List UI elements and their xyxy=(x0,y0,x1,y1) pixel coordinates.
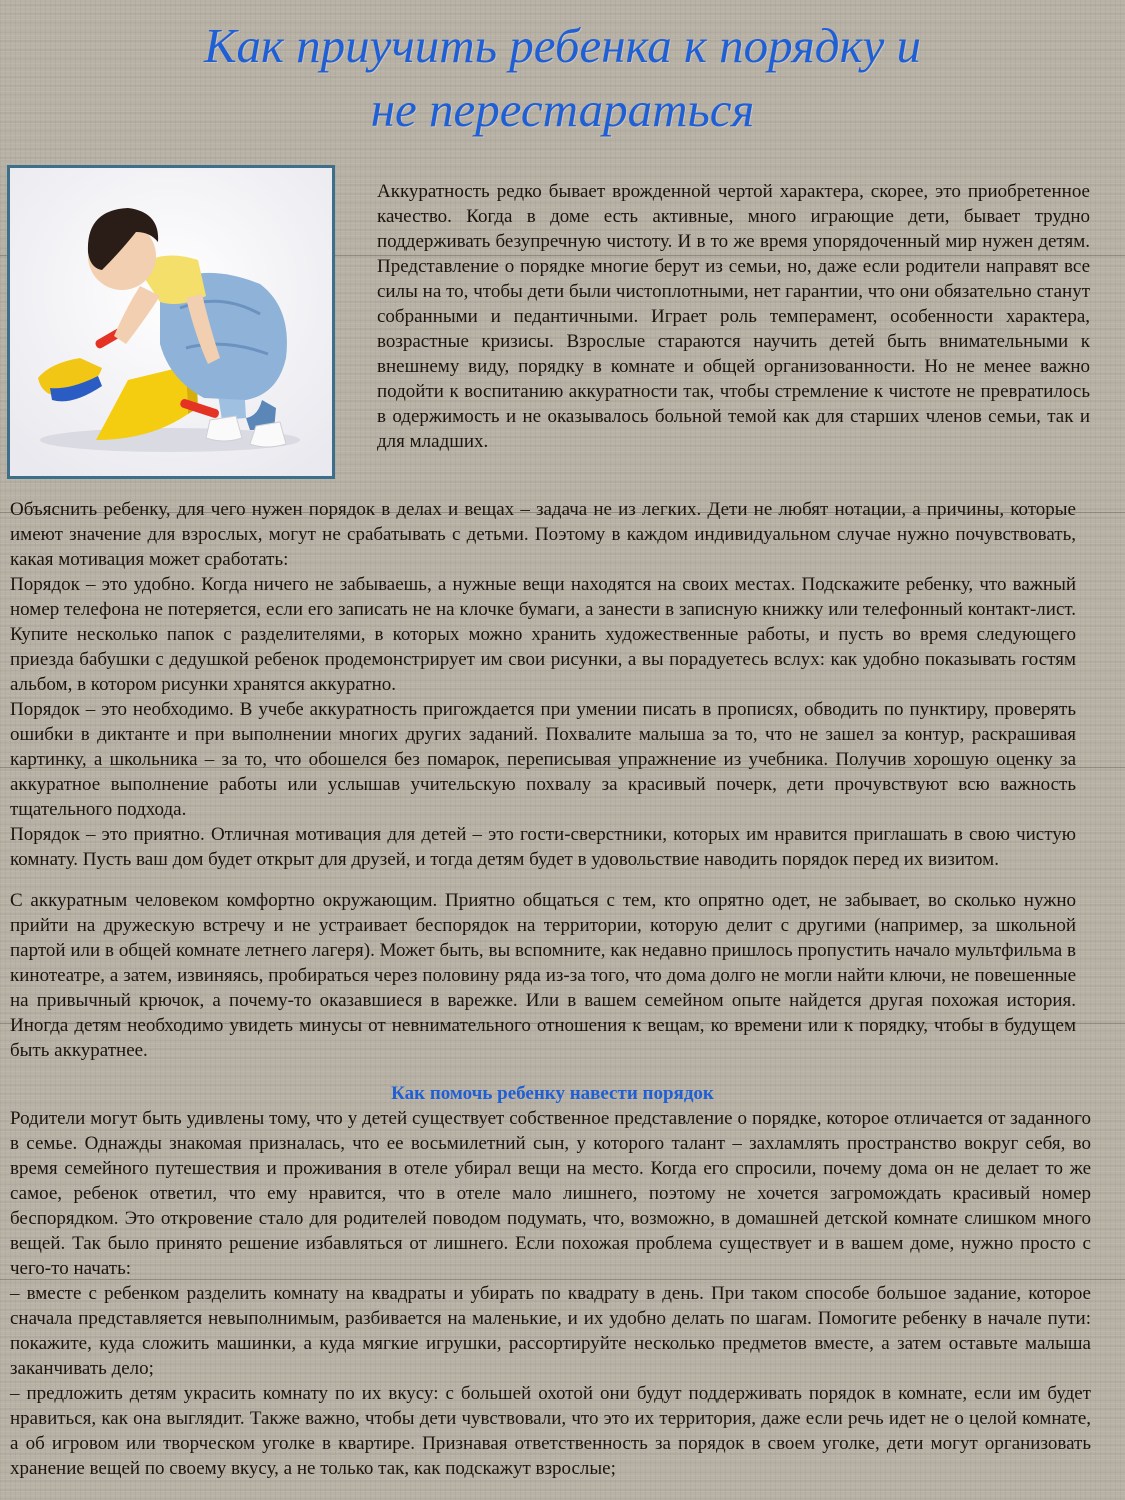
help-intro-paragraph: Родители могут быть удивлены тому, что у детей существует собственное представление о порядке, которое отличается от заданного в семье. Однажды знакомая призналась, что ее восьмилетний сын, у которого талант – захламлять пространство вокруг себя, во время семейного путешествия и проживания в отеле убирал вещи на место. Когда его спросили, почему дома он не делает то же самое, ребенок ответил, что ему нравится, что в отеле мало лишнего, поэтому не хочется загромождать красивый номер беспорядком. Это откровение стало для родителей поводом подумать, что, возможно, в домашней детской комнате слишком много вещей. Так было принято решение избавляться от лишнего. Если похожая проблема существует и в вашем доме, нужно просто с чего-то начать: xyxy=(10,1108,1091,1279)
help-tip-decorate-paragraph: – предложить детям украсить комнату по их вкусу: с большей охотой они будут поддерживать порядок в комнате, если им будет нравиться, как она выглядит. Также важно, чтобы дети чувствовали, что это их территория, даже если речь идет не о целой комнате, а об игровом или творческом уголке в квартире. Признавая ответственность за порядок в своем уголке, дети могут организовать хранение вещей по своему вкусу, а не только так, как подскажут взрослые; xyxy=(10,1383,1091,1479)
motivation-section xyxy=(10,497,1076,872)
help-tip-squares-paragraph: – вместе с ребенком разделить комнату на квадраты и убирать по квадрату в день. При таком способе большое задание, которое сначала представляется невыполнимым, разбивается на маленькие, и их удобно делать по шагам. Помогите ребенку в начале пути: покажите, куда сложить машинки, а куда мягкие игрушки, рассортируйте несколько предметов вместе, а затем оставьте малыша заканчивать дело; xyxy=(10,1283,1091,1379)
motivation-pleasant-paragraph: Порядок – это приятно. Отличная мотивация для детей – это гости-сверстники, которых им нравится приглашать в свою чистую комнату. Пусть ваш дом будет открыт для друзей, и тогда детям будет в удовольствие наводить порядок перед их визитом. xyxy=(10,824,1076,870)
child-sweeping-photo xyxy=(7,165,335,479)
photo-illustration xyxy=(10,168,332,476)
page-title xyxy=(0,14,1125,142)
motivation-intro-paragraph: Объяснить ребенку, для чего нужен порядок в делах и вещах – задача не из легких. Дети не любят нотации, а причины, которые имеют значение для взрослых, могут не срабатывать с детьми. Поэтому в каждом индивидуальном случае нужно почувствовать, какая мотивация может сработать: xyxy=(10,499,1076,570)
comfort-section xyxy=(10,888,1076,1063)
motivation-convenient-paragraph: Порядок – это удобно. Когда ничего не забываешь, а нужные вещи находятся на своих местах. Подскажите ребенку, что важный номер телефона не потеряется, если его записать не на клочке бумаги, а занести в записную книжку или телефонный контакт-лист. Купите несколько папок с разделителями, в которых можно хранить художественные работы, и пусть во время следующего приезда бабушки с дедушкой ребенок продемонстрирует им свои рисунки, а вы порадуетесь вслух: как удобно показывать гостям альбом, в котором рисунки хранятся аккуратно. xyxy=(10,574,1076,695)
title-line-2: не перестараться xyxy=(370,82,755,137)
section-heading: Как помочь ребенку навести порядок xyxy=(391,1083,714,1104)
title-line-1: Как приучить ребенка к порядку и xyxy=(203,18,922,73)
intro-paragraph: Аккуратность редко бывает врожденной чертой характера, скорее, это приобретенное качество. Когда в доме есть активные, много играющие дети, бывает трудно поддерживать безупречную чистоту. И в то же время упорядоченный мир нужен детям. Представление о порядке многие берут из семьи, но, даже если родители направят все силы на то, чтобы дети были чистоплотными, нет гарантии, что они обязательно станут собранными и педантичными. Играет роль темперамент, особенности характера, возрастные кризисы. Взрослые стараются научить детей быть внимательными к внешнему виду, порядку в комнате и общей организованности. Но не менее важно подойти к воспитанию аккуратности так, чтобы стремление к чистоте не превратилось в одержимость и не оказывалось больной темой как для старших членов семьи, так и для младших. xyxy=(377,181,1090,452)
motivation-necessary-paragraph: Порядок – это необходимо. В учебе аккуратность пригождается при умении писать в прописях, обводить по пунктиру, проверять ошибки в диктанте и при выполнении многих других заданий. Похвалите малыша за то, что не зашел за контур, раскрашивая картинку, а школьника – за то, что обошелся без помарок, переписывая упражнение из учебника. Получив хорошую оценку за аккуратное выполнение работы или услышав учительскую похвалу за красивый почерк, дети прочувствуют всю важность тщательного подхода. xyxy=(10,699,1076,820)
comfort-paragraph: С аккуратным человеком комфортно окружающим. Приятно общаться с тем, кто опрятно одет, не забывает, во сколько нужно прийти на дружескую встречу и не устраивает беспорядок на территории, которую делит с другими (например, за школьной партой или в общей комнате летнего лагеря). Может быть, вы вспомните, как недавно пришлось пропустить начало мультфильма в кинотеатре, а затем, извиняясь, пробираться через половину ряда из-за того, что дома долго не могли найти ключи, не повешенные на привычный крючок, а почему-то оказавшиеся в варежке. Или в вашем семейном опыте найдется другая похожая история. Иногда детям необходимо увидеть минусы от невнимательного отношения к вещам, ко времени или к порядку, чтобы в будущем быть аккуратнее. xyxy=(10,890,1076,1061)
help-section xyxy=(10,1106,1091,1481)
